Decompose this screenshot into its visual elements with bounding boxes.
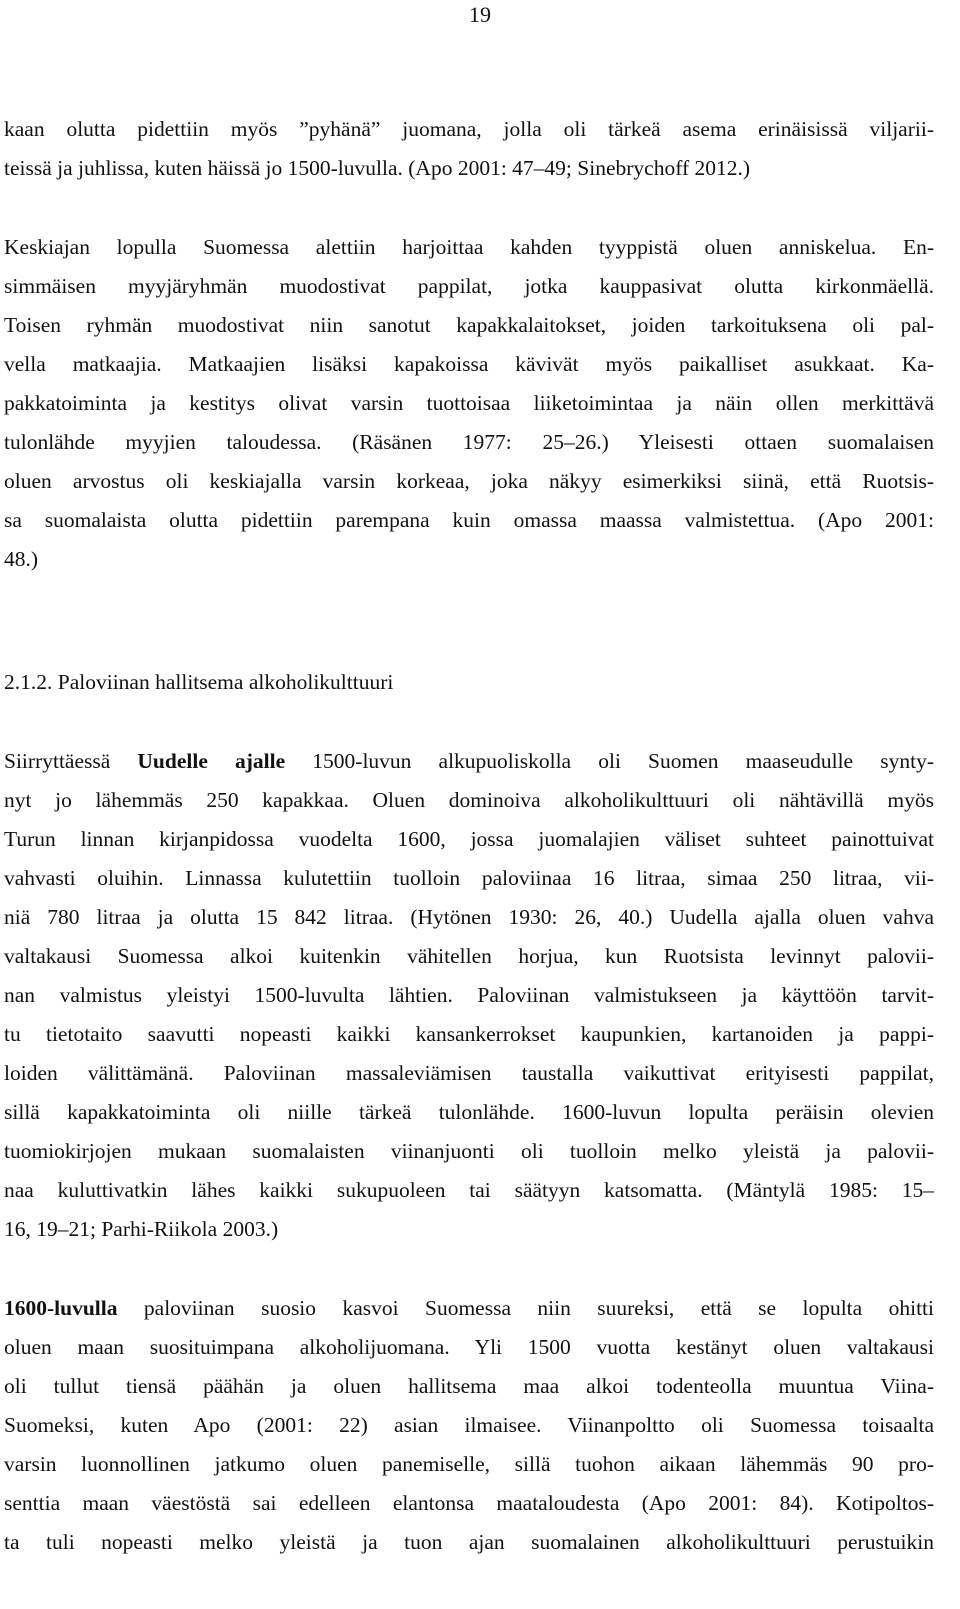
bold-term: 1600-luvulla	[4, 1296, 118, 1320]
text-line: Suomeksi, kuten Apo (2001: 22) asian ilmaisee. Viinanpoltto oli Suomessa toisaalta	[4, 1413, 934, 1437]
text-line: vahvasti oluihin. Linnassa kulutettiin tuolloin paloviinaa 16 litraa, simaa 250 litraa, vii-	[4, 866, 934, 890]
text-line: niä 780 litraa ja olutta 15 842 litraa. (Hytönen 1930: 26, 40.) Uudella ajalla oluen vahva	[4, 905, 934, 929]
bold-term: Uudelle ajalle	[137, 749, 286, 773]
text-line	[4, 746, 934, 776]
text-line: teissä ja juhlissa, kuten häissä jo 1500-luvulla. (Apo 2001: 47–49; Sinebrychoff 2012.)	[4, 156, 751, 180]
section-heading: 2.1.2. Paloviinan hallitsema alkoholikulttuuri	[4, 670, 394, 694]
page-number: 19	[469, 2, 491, 27]
text-line: vella matkaajia. Matkaajien lisäksi kapakoissa kävivät myös paikalliset asukkaat. Ka-	[4, 352, 934, 376]
text-run: paloviinan suosio kasvoi Suomessa niin suureksi, että se lopulta ohitti	[117, 1296, 934, 1320]
text-line: tu tietotaito saavutti nopeasti kaikki kansankerrokset kaupunkien, kartanoiden ja pappi-	[4, 1022, 934, 1046]
text-line: 48.)	[4, 547, 39, 571]
text-line: senttia maan väestöstä sai edelleen elantonsa maataloudesta (Apo 2001: 84). Kotipoltos-	[4, 1491, 934, 1515]
text-line: nan valmistus yleistyi 1500-luvulta lähtien. Paloviinan valmistukseen ja käyttöön tarvit-	[4, 983, 934, 1007]
text-run: 1500-luvun alkupuoliskolla oli Suomen maaseudulle synty-	[285, 749, 934, 773]
text-line: oluen arvostus oli keskiajalla varsin korkeaa, joka näkyy esimerkiksi siinä, että Ruotsis-	[4, 469, 934, 493]
text-line: oli tullut tiensä päähän ja oluen hallitsema maa alkoi todenteolla muuntua Viina-	[4, 1374, 934, 1398]
text-line: tulonlähde myyjien taloudessa. (Räsänen 1977: 25–26.) Yleisesti ottaen suomalaisen	[4, 430, 934, 454]
text-line: Turun linnan kirjanpidossa vuodelta 1600, jossa juomalajien väliset suhteet painottuivat	[4, 827, 934, 851]
text-line	[4, 1293, 934, 1323]
text-line: 16, 19–21; Parhi-Riikola 2003.)	[4, 1217, 279, 1241]
text-run: Siirryttäessä	[4, 749, 138, 773]
text-line: loiden välittämänä. Paloviinan massaleviämisen taustalla vaikuttivat erityisesti pappilat,	[4, 1061, 934, 1085]
text-line: Keskiajan lopulla Suomessa alettiin harjoittaa kahden tyyppistä oluen anniskelua. En-	[4, 235, 934, 259]
text-line: varsin luonnollinen jatkumo oluen panemiselle, sillä tuohon aikaan lähemmäs 90 pro-	[4, 1452, 934, 1476]
text-line: nyt jo lähemmäs 250 kapakkaa. Oluen dominoiva alkoholikulttuuri oli nähtävillä myös	[4, 788, 934, 812]
text-line: tuomiokirjojen mukaan suomalaisten viinanjuonti oli tuolloin melko yleistä ja palovii-	[4, 1139, 934, 1163]
text-line: simmäisen myyjäryhmän muodostivat pappilat, jotka kauppasivat olutta kirkonmäellä.	[4, 274, 934, 298]
text-line: sa suomalaista olutta pidettiin parempana kuin omassa maassa valmistettua. (Apo 2001:	[4, 508, 934, 532]
text-line: ta tuli nopeasti melko yleistä ja tuon ajan suomalainen alkoholikulttuuri perustuikin	[4, 1530, 934, 1554]
text-line: Toisen ryhmän muodostivat niin sanotut kapakkalaitokset, joiden tarkoituksena oli pal-	[4, 313, 934, 337]
text-line: valtakausi Suomessa alkoi kuitenkin vähitellen horjua, kun Ruotsista levinnyt palovii-	[4, 944, 934, 968]
text-line: pakkatoiminta ja kestitys olivat varsin tuottoisaa liiketoimintaa ja näin ollen merkittävä	[4, 391, 934, 415]
text-line: oluen maan suosituimpana alkoholijuomana. Yli 1500 vuotta kestänyt oluen valtakausi	[4, 1335, 934, 1359]
text-line: naa kuluttivatkin lähes kaikki sukupuoleen tai säätyyn katsomatta. (Mäntylä 1985: 15–	[4, 1178, 934, 1202]
text-line: kaan olutta pidettiin myös ”pyhänä” juomana, jolla oli tärkeä asema erinäisissä viljarii-	[4, 117, 934, 141]
text-line: sillä kapakkatoiminta oli niille tärkeä tulonlähde. 1600-luvun lopulta peräisin olevien	[4, 1100, 934, 1124]
